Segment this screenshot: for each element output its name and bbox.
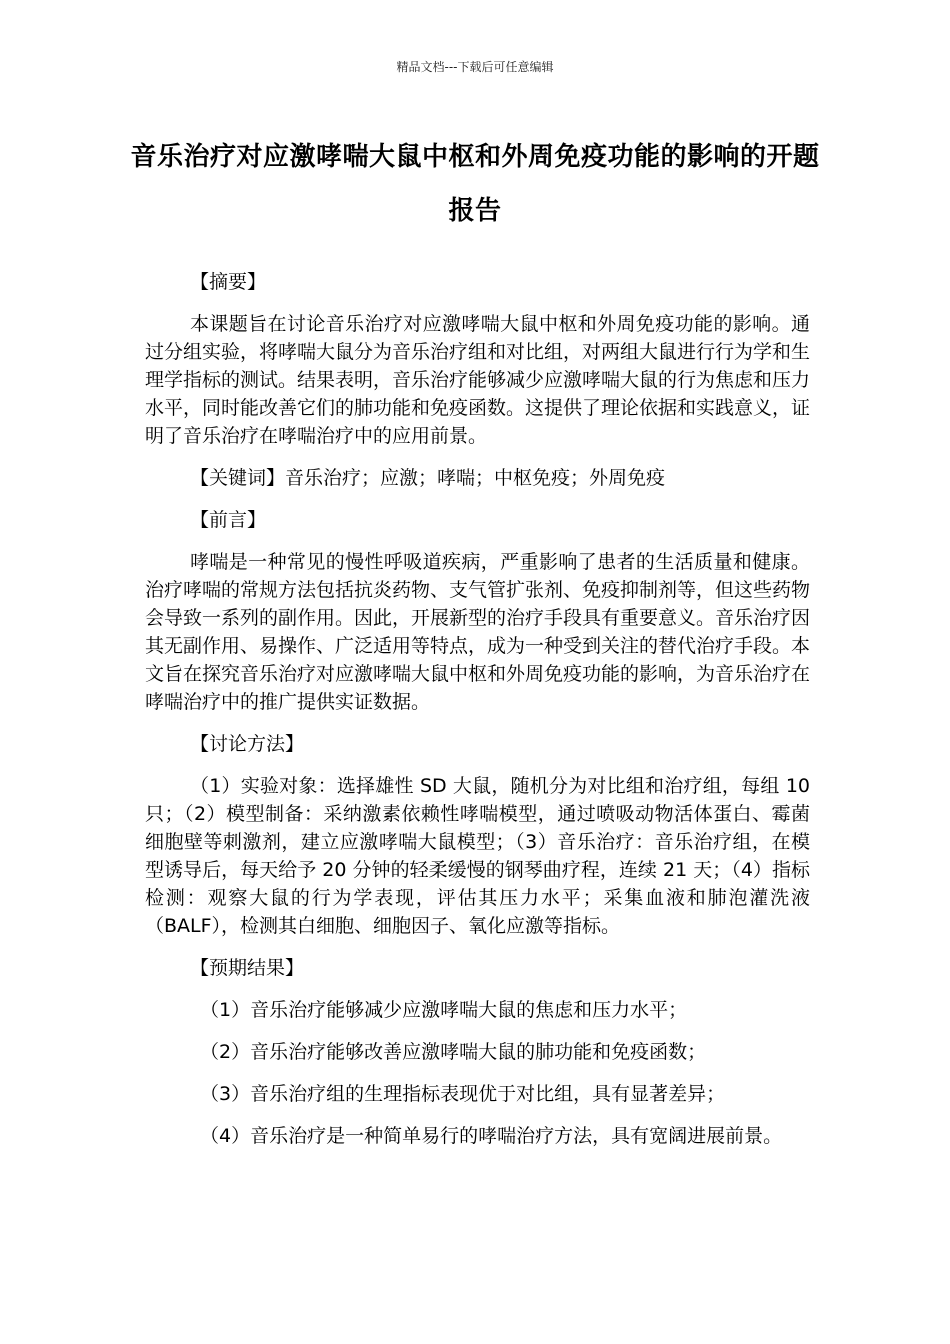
expected-results-heading: 【预期结果】 bbox=[190, 957, 305, 979]
abstract-text: 本课题旨在讨论音乐治疗对应激哮喘大鼠中枢和外周免疫功能的影响。通过分组实验，将哮喘大鼠分为音乐治疗组和对比组，对两组大鼠进行行为学和生理学指标的测试。结果表明，音乐治疗能够减少应激哮喘大鼠的行为焦虑和压力水平，同时能改善它们的肺功能和免疫函数。这提供了理论依据和实践意义，证明了音乐治疗在哮喘治疗中的应用前景。 bbox=[145, 313, 811, 447]
methods-text: （1）实验对象：选择雄性 SD 大鼠，随机分为对比组和治疗组，每组 10 只；（2）模型制备：采纳激素依赖性哮喘模型，通过喷吸动物活体蛋白、霉菌细胞壁等刺激剂，建立应激哮喘大鼠模型；（3）音乐治疗：音乐治疗组，在模型诱导后，每天给予 20 分钟的轻柔缓慢的钢琴曲疗程，连续 21 天；（4）指标检测：观察大鼠的行为学表现，评估其压力水平；采集血液和肺泡灌洗液（BALF），检测其白细胞、细胞因子、氧化应激等指标。 bbox=[145, 775, 810, 937]
document-title: 音乐治疗对应激哮喘大鼠中枢和外周免疫功能的影响的开题报告 bbox=[130, 142, 820, 226]
expected-result-item: （4）音乐治疗是一种简单易行的哮喘治疗方法，具有宽阔进展前景。 bbox=[200, 1125, 783, 1147]
abstract-heading: 【摘要】 bbox=[190, 271, 267, 293]
preface-text: 哮喘是一种常见的慢性呼吸道疾病，严重影响了患者的生活质量和健康。治疗哮喘的常规方法包括抗炎药物、支气管扩张剂、免疫抑制剂等，但这些药物会导致一系列的副作用。因此，开展新型的治疗手段具有重要意义。音乐治疗因其无副作用、易操作、广泛适用等特点，成为一种受到关注的替代治疗手段。本文旨在探究音乐治疗对应激哮喘大鼠中枢和外周免疫功能的影响，为音乐治疗在哮喘治疗中的推广提供实证数据。 bbox=[145, 551, 811, 713]
keywords-line: 【关键词】音乐治疗；应激；哮喘；中枢免疫；外周免疫 bbox=[190, 467, 666, 489]
expected-result-item: （3）音乐治疗组的生理指标表现优于对比组，具有显著差异； bbox=[200, 1083, 726, 1105]
document-body bbox=[145, 268, 810, 1164]
expected-result-item: （1）音乐治疗能够减少应激哮喘大鼠的焦虑和压力水平； bbox=[200, 999, 688, 1021]
preface-heading: 【前言】 bbox=[190, 509, 267, 531]
header-note: 精品文档---下载后可任意编辑 bbox=[396, 60, 554, 74]
methods-heading: 【讨论方法】 bbox=[190, 733, 305, 755]
expected-result-item: （2）音乐治疗能够改善应激哮喘大鼠的肺功能和免疫函数； bbox=[200, 1041, 707, 1063]
